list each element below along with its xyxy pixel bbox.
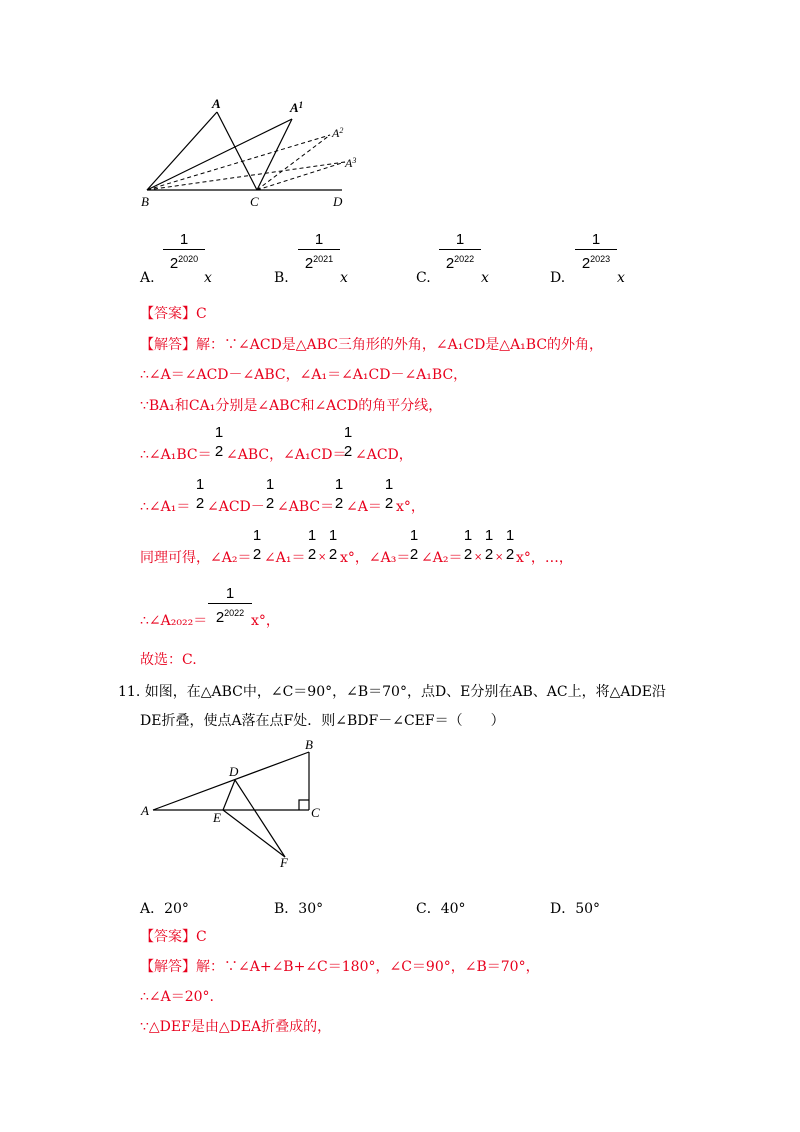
fraction-half: 1 2 [409,527,419,563]
segment-BA2 [147,135,330,190]
label-D: D [333,194,343,209]
q11-analysis-line-3: ∵△DEF是由△DEA折叠成的， [140,1019,332,1035]
segment-CA2 [257,135,330,190]
q10-analysis-line-4c: ∠ACD， [355,447,413,463]
option-var: x [617,270,625,286]
q10-analysis-line-7a: ∴∠A₂₀₂₂＝ [140,613,208,629]
q10-analysis-line-6c: x°，∠A₃＝ [340,550,411,566]
fraction-half: 1 2 [334,476,344,512]
option-var: x [340,270,348,286]
label-A2: $A^2$ [332,126,344,140]
q10-analysis-line-3: ∵BA₁和CA₁分别是∠ABC和∠ACD的角平分线， [140,398,443,414]
segment-AB [153,752,309,810]
option-letter: A. [140,270,155,286]
times-sign: × [318,552,327,563]
q10-analysis-line-5c: ∠ABC＝ [277,499,335,515]
q10-answer: 【答案】C [140,306,207,322]
times-sign: × [474,552,483,563]
q10-analysis-line-8: 故选：C. [140,652,197,668]
option-var: x [481,270,489,286]
q11-analysis-line-1: 【解答】解：∵∠A+∠B+∠C＝180°，∠C＝90°，∠B＝70°， [140,959,540,975]
option-letter: D. [550,270,566,286]
label-B: B [141,194,149,209]
option-fraction: 1 $2^{2020}$ [163,232,205,272]
label-F: F [280,855,288,870]
label-B: B [305,737,313,752]
fraction-half: 1 2 [463,527,473,563]
label-C: C [311,805,320,820]
label-A: A [212,96,221,111]
q10-analysis-line-1: 【解答】解：∵∠ACD是△ABC三角形的外角，∠A₁CD是△A₁BC的外角， [140,337,604,353]
segment-DE [223,780,235,810]
times-sign: × [495,552,504,563]
right-angle-mark [299,800,309,810]
q11-answer: 【答案】C [140,929,207,945]
option-fraction: 1 $2^{2023}$ [575,232,617,272]
option-var: x [204,270,212,286]
segment-BA [147,112,217,190]
q11-option-a[interactable]: A．20° [140,901,189,917]
fraction-half: 1 2 [384,476,394,512]
q10-analysis-line-2: ∴∠A＝∠ACD－∠ABC，∠A₁＝∠A₁CD－∠A₁BC， [140,367,468,383]
segment-DF [235,780,285,857]
q11-question-line-1: 11. 如图，在△ABC中，∠C＝90°，∠B＝70°，点D、E分别在AB、AC上，将△ADE沿 [118,684,666,700]
segment-EF [223,810,285,857]
q10-analysis-line-6a: 同理可得，∠A₂＝ [140,550,252,566]
fraction-half: 1 2 [343,424,353,460]
q10-analysis-line-5d: ∠A＝ [346,499,382,515]
label-A1: $A^1$ [290,100,304,115]
option-fraction: 1 $2^{2022}$ [439,232,481,272]
q10-analysis-line-6d: ∠A₂＝ [421,550,463,566]
q11-analysis-line-2: ∴∠A＝20°. [140,989,215,1005]
q10-analysis-line-7b: x°， [251,613,280,629]
fraction-half: 1 2 [505,527,515,563]
label-A3: $A^3$ [345,156,357,170]
label-C: C [250,194,259,209]
fraction-half: 1 2 [484,527,494,563]
q10-analysis-line-5b: ∠ACD－ [207,499,265,515]
q10-analysis-line-5a: ∴∠A₁＝ [140,499,191,515]
fraction-half: 1 2 [252,527,262,563]
fraction-half: 1 2 [307,527,317,563]
figure-angle-bisectors [130,95,370,210]
q11-option-c[interactable]: C．40° [416,901,466,917]
segment-AC [217,112,257,190]
figure-fold-triangle [135,735,335,875]
option-letter: C. [416,270,431,286]
label-E: E [213,810,221,825]
q10-analysis-line-4a: ∴∠A₁BC＝ [140,447,212,463]
fraction-big: 1 $2^{2022}$ [208,586,252,626]
label-A: A [141,803,149,818]
q10-analysis-line-6b: ∠A₁＝ [264,550,306,566]
fraction-half: 1 2 [214,424,224,460]
q11-option-b[interactable]: B．30° [274,901,324,917]
q11-option-d[interactable]: D．50° [550,901,601,917]
fraction-half: 1 2 [265,476,275,512]
label-D: D [229,764,239,779]
q11-question-line-2: DE折叠，使点A落在点F处．则∠BDF－∠CEF＝（ ） [140,713,505,729]
q10-analysis-line-5e: x°， [396,499,425,515]
option-fraction: 1 $2^{2021}$ [298,232,340,272]
segment-CA1 [257,119,292,190]
fraction-half: 1 2 [195,476,205,512]
segment-CA3 [257,162,345,190]
fraction-half: 1 2 [328,527,338,563]
q10-analysis-line-4b: ∠ABC，∠A₁CD＝ [226,447,347,463]
option-letter: B. [274,270,289,286]
q10-analysis-line-6e: x°，…， [516,550,573,566]
